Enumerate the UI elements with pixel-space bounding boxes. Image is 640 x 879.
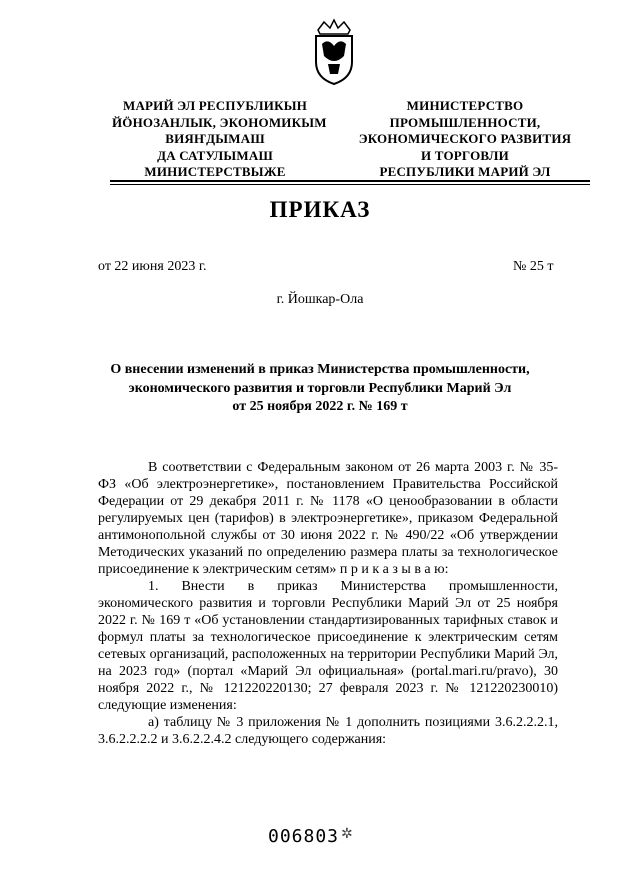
stamp-mark-icon: ✲ — [341, 827, 353, 842]
header-left-line: ДА САТУЛЫМАШ — [157, 147, 273, 163]
document-number: № 25 т — [513, 259, 554, 274]
document-subject — [80, 361, 560, 417]
subject-line: экономического развития и торговли Республики Марий Эл — [128, 380, 512, 396]
body-paragraph-item-1: 1. Внести в приказ Министерства промышленности, экономического развития и торговли Республики Марий Эл от 25 ноября 2022 г. № 169 т «Об установлении стандартизированных тарифных ставок и формул платы за технологическое присоединение к электрическим сетям сетевых организаций, расположенных на территории Республики Марий Эл, на 2023 год» (портал «Марий Эл официальная» (portal.mari.ru/pravo), 30 ноября 2022 г., № 121220220130; 27 февраля 2023 г. № 121220230010) следующие изменения: — [98, 579, 558, 713]
header-divider-thick — [110, 180, 590, 182]
header-right-line: И ТОРГОВЛИ — [421, 147, 509, 163]
header-right-line: ПРОМЫШЛЕННОСТИ, — [389, 114, 541, 130]
header-left-line: МАРИЙ ЭЛ РЕСПУБЛИКЫН — [122, 98, 308, 113]
subject-line: О внесении изменений в приказ Министерства промышленности, — [110, 362, 530, 377]
coat-of-arms-icon — [310, 16, 358, 86]
serial-stamp-number: 006803 — [268, 826, 340, 847]
document-body — [98, 459, 558, 748]
body-paragraph-preamble: В соответствии с Федеральным законом от 26 марта 2003 г. № 35-ФЗ «Об электроэнергетике», постановлением Правительства Российской Федерации от 29 декабря 2011 г. № 1178 «О ценообразовании в области регулируемых цен (тарифов) в электроэнергетике», приказом Федеральной антимонопольной службы от 30 июня 2022 г. № 490/22 «Об утверждении Методических указаний по определению размера платы за технологическое присоединение к электрическим сетям» п р и к а з ы в а ю: — [98, 460, 558, 577]
header-right-line: РЕСПУБЛИКИ МАРИЙ ЭЛ — [379, 164, 551, 179]
document-city: г. Йошкар-Ола — [276, 292, 364, 307]
body-paragraph-item-a: а) таблицу № 3 приложения № 1 дополнить позициями 3.6.2.2.2.1, 3.6.2.2.2.2 и 3.6.2.2.4.2 следующего содержания: — [98, 715, 558, 747]
ministry-name-mari — [112, 98, 327, 181]
header-left-line: ЙӦНОЗАНЛЫК, ЭКОНОМИКЫМ — [112, 114, 327, 130]
header-left-line: ВИЯҤДЫМАШ — [165, 131, 265, 146]
header-left-line: МИНИСТЕРСТВЫЖЕ — [144, 164, 286, 179]
header-right-line: ЭКОНОМИЧЕСКОГО РАЗВИТИЯ — [358, 131, 572, 146]
subject-line: от 25 ноября 2022 г. № 169 т — [232, 399, 408, 414]
document-date: от 22 июня 2023 г. — [98, 259, 207, 274]
header-right-line: МИНИСТЕРСТВО — [406, 98, 524, 113]
document-type-title: ПРИКАЗ — [269, 197, 371, 222]
header-divider-thin — [110, 184, 590, 185]
ministry-name-russian — [340, 98, 590, 181]
